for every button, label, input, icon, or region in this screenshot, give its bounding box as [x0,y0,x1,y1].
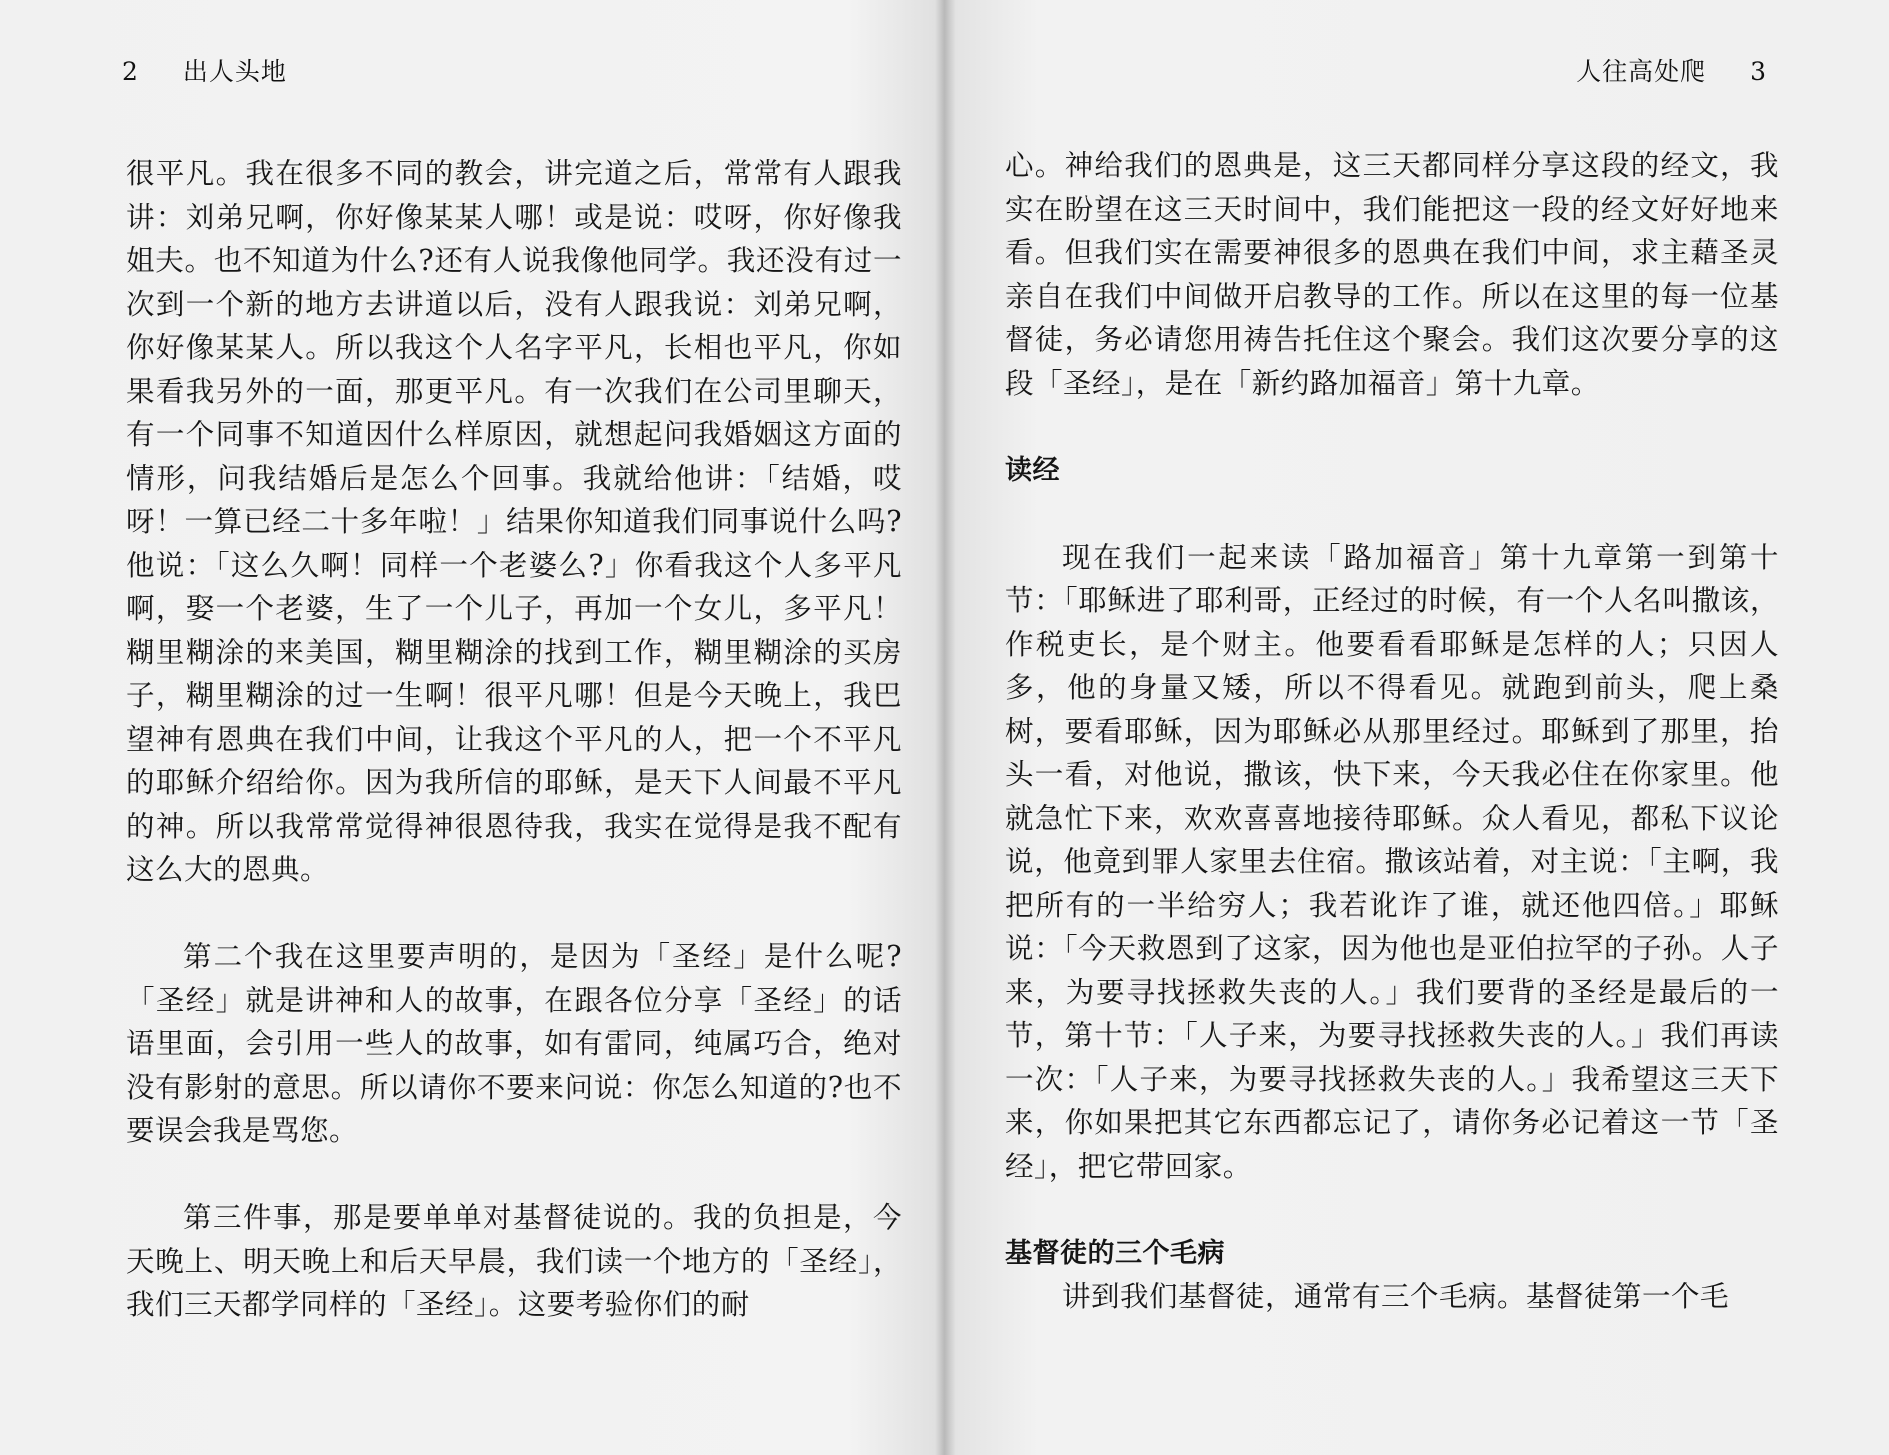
right-running-title: 人往高处爬 [1576,57,1707,86]
left-page-number: 2 [122,57,139,86]
right-paragraph-1: 心。神给我们的恩典是，这三天都同样分享这段的经文，我实在盼望在这三天时间中，我们能把这一段的经文好好地来看。但我们实在需要神很多的恩典在我们中间，求主藉圣灵亲自在我们中间做开启教导的工作。所以在这里的每一位基督徒，务必请您用祷告托住这个聚会。我们这次要分享的这段「圣经」，是在「新约路加福音」第十九章。 [1005,149,1779,400]
right-page-number: 3 [1750,57,1767,86]
section-heading-three-faults: 基督徒的三个毛病 [1005,1237,1225,1269]
right-paragraph-2: 现在我们一起来读「路加福音」第十九章第一到第十节：「耶稣进了耶利哥，正经过的时候，有一个人名叫撒该，作税吏长，是个财主。他要看看耶稣是怎样的人；只因人多，他的身量又矮，所以不得看见。就跑到前头，爬上桑树，要看耶稣，因为耶稣必从那里经过。耶稣到了那里，抬头一看，对他说，撒该，快下来，今天我必住在你家里。他就急忙下来，欢欢喜喜地接待耶稣。众人看见，都私下议论说，他竟到罪人家里去住宿。撒该站着，对主说：「主啊，我把所有的一半给穷人；我若讹诈了谁，就还他四倍。」耶稣说：「今天救恩到了这家，因为他也是亚伯拉罕的子孙。人子来，为要寻找拯救失丧的人。」我们要背的圣经是最后的一节，第十节：「人子来，为要寻找拯救失丧的人。」我们再读一次：「人子来，为要寻找拯救失丧的人。」我希望这三天下来，你如果把其它东西都忘记了，请你务必记着这一节「圣经」，把它带回家。 [1005,540,1779,1183]
section-heading-reading: 读经 [1005,454,1060,486]
left-running-head [122,52,287,88]
left-page-body [126,152,902,1327]
left-page [0,0,944,1455]
right-running-head [1576,52,1767,88]
right-paragraph-3: 讲到我们基督徒，通常有三个毛病。基督徒第一个毛 [1062,1280,1730,1313]
left-paragraph-2: 第二个我在这里要声明的，是因为「圣经」是什么呢?「圣经」就是讲神和人的故事，在跟各位分享「圣经」的话语里面，会引用一些人的故事，如有雷同，纯属巧合，绝对没有影射的意思。所以请你不要来问说：你怎么知道的?也不要误会我是骂您。 [126,940,902,1147]
left-paragraph-1: 很平凡。我在很多不同的教会，讲完道之后，常常有人跟我讲：刘弟兄啊，你好像某某人哪！或是说：哎呀，你好像我姐夫。也不知道为什么?还有人说我像他同学。我还没有过一次到一个新的地方去讲道以后，没有人跟我说：刘弟兄啊，你好像某某人。所以我这个人名字平凡，长相也平凡，你如果看我另外的一面，那更平凡。有一次我们在公司里聊天，有一个同事不知道因什么样原因，就想起问我婚姻这方面的情形，问我结婚后是怎么个回事。我就给他讲：「结婚，哎呀！一算已经二十多年啦！」结果你知道我们同事说什么吗?他说：「这么久啊！同样一个老婆么?」你看我这个人多平凡啊，娶一个老婆，生了一个儿子，再加一个女儿，多平凡！糊里糊涂的来美国，糊里糊涂的找到工作，糊里糊涂的买房子，糊里糊涂的过一生啊！很平凡哪！但是今天晚上，我巴望神有恩典在我们中间，让我这个平凡的人，把一个不平凡的耶稣介绍给你。因为我所信的耶稣，是天下人间最不平凡的神。所以我常常觉得神很恩待我，我实在觉得是我不配有这么大的恩典。 [126,157,902,886]
right-page-body [1005,144,1779,1319]
left-running-title: 出人头地 [182,57,287,86]
right-page [945,0,1889,1455]
left-paragraph-3: 第三件事，那是要单单对基督徒说的。我的负担是，今天晚上、明天晚上和后天早晨，我们读一个地方的「圣经」，我们三天都学同样的「圣经」。这要考验你们的耐 [126,1201,902,1321]
